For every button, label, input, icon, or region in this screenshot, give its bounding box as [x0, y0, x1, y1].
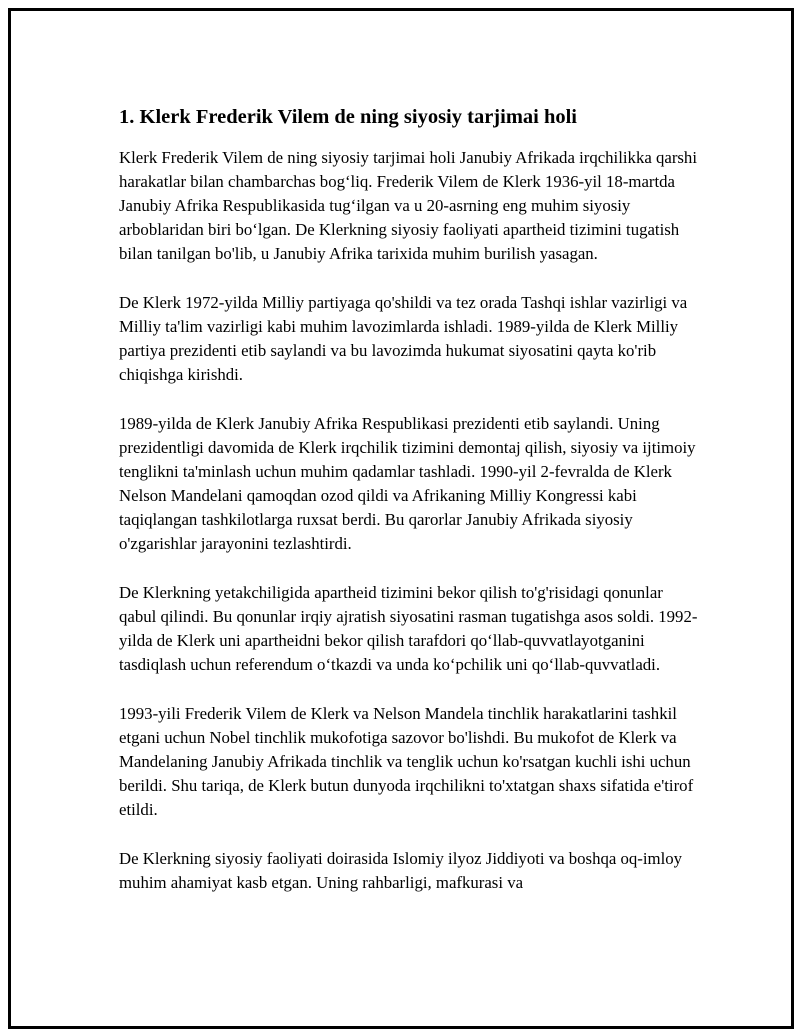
paragraph-1: Klerk Frederik Vilem de ning siyosiy tarjimai holi Janubiy Afrikada irqchilikka qarshi harakatlar bilan chambarchas bog‘liq. Frederik Vilem de Klerk 1936-yil 18-martda Janubiy Afrika Respublikasida tug‘ilgan va u 20-asrning eng muhim siyosiy arboblaridan biri bo‘lgan. De Klerkning siyosiy faoliyati apartheid tizimini tugatish bilan tanilgan bo'lib, u Janubiy Afrika tarixida muhim burilish yasagan. [119, 148, 697, 263]
paragraph-5: 1993-yili Frederik Vilem de Klerk va Nelson Mandela tinchlik harakatlarini tashkil etgani uchun Nobel tinchlik mukofotiga sazovor bo'lishdi. Bu mukofot de Klerk va Mandelaning Janubiy Afrikada tinchlik va tenglik uchun ko'rsatgan kuchli ishi uchun berildi. Shu tariqa, de Klerk butun dunyoda irqchilikni to'xtatgan shaxs sifatida e'tirof etildi. [119, 704, 694, 819]
paragraph-6: De Klerkning siyosiy faoliyati doirasida Islomiy ilyoz Jiddiyoti va boshqa oq-imloy muhim ahamiyat kasb etgan. Uning rahbarligi, mafkurasi va [119, 849, 683, 892]
paragraph-3: 1989-yilda de Klerk Janubiy Afrika Respublikasi prezidenti etib saylandi. Uning prezidentligi davomida de Klerk irqchilik tizimini demontaj qilish, siyosiy va ijtimoiy tenglikni ta'minlash uchun muhim qadamlar tashladi. 1990-yil 2-fevralda de Klerk Nelson Mandelani qamoqdan ozod qildi va Afrikaning Milliy Kongressi kabi taqiqlangan tashkilotlarga ruxsat berdi. Bu qarorlar Janubiy Afrikada siyosiy o'zgarishlar jarayonini tezlashtirdi. [119, 414, 696, 553]
document-title: 1. Klerk Frederik Vilem de ning siyosiy tarjimai holi [119, 106, 578, 128]
paragraph-2: De Klerk 1972-yilda Milliy partiyaga qo'shildi va tez orada Tashqi ishlar vazirligi va Milliy ta'lim vazirligi kabi muhim lavozimlarda ishladi. 1989-yilda de Klerk Milliy partiya prezidenti etib saylandi va bu lavozimda hukumat siyosatini qayta ko'rib chiqishga kirishdi. [119, 293, 688, 384]
paragraph-4: De Klerkning yetakchiligida apartheid tizimini bekor qilish to'g'risidagi qonunlar qabul qilindi. Bu qonunlar irqiy ajratish siyosatini rasman tugatishga asos soldi. 1992-yilda de Klerk uni apartheidni bekor qilish tarafdori qo‘llab-quvvatlayotganini tasdiqlash uchun referendum o‘tkazdi va unda ko‘pchilik uni qo‘llab-quvvatladi. [119, 583, 698, 674]
document-body [119, 103, 699, 920]
page-border [8, 8, 794, 1029]
